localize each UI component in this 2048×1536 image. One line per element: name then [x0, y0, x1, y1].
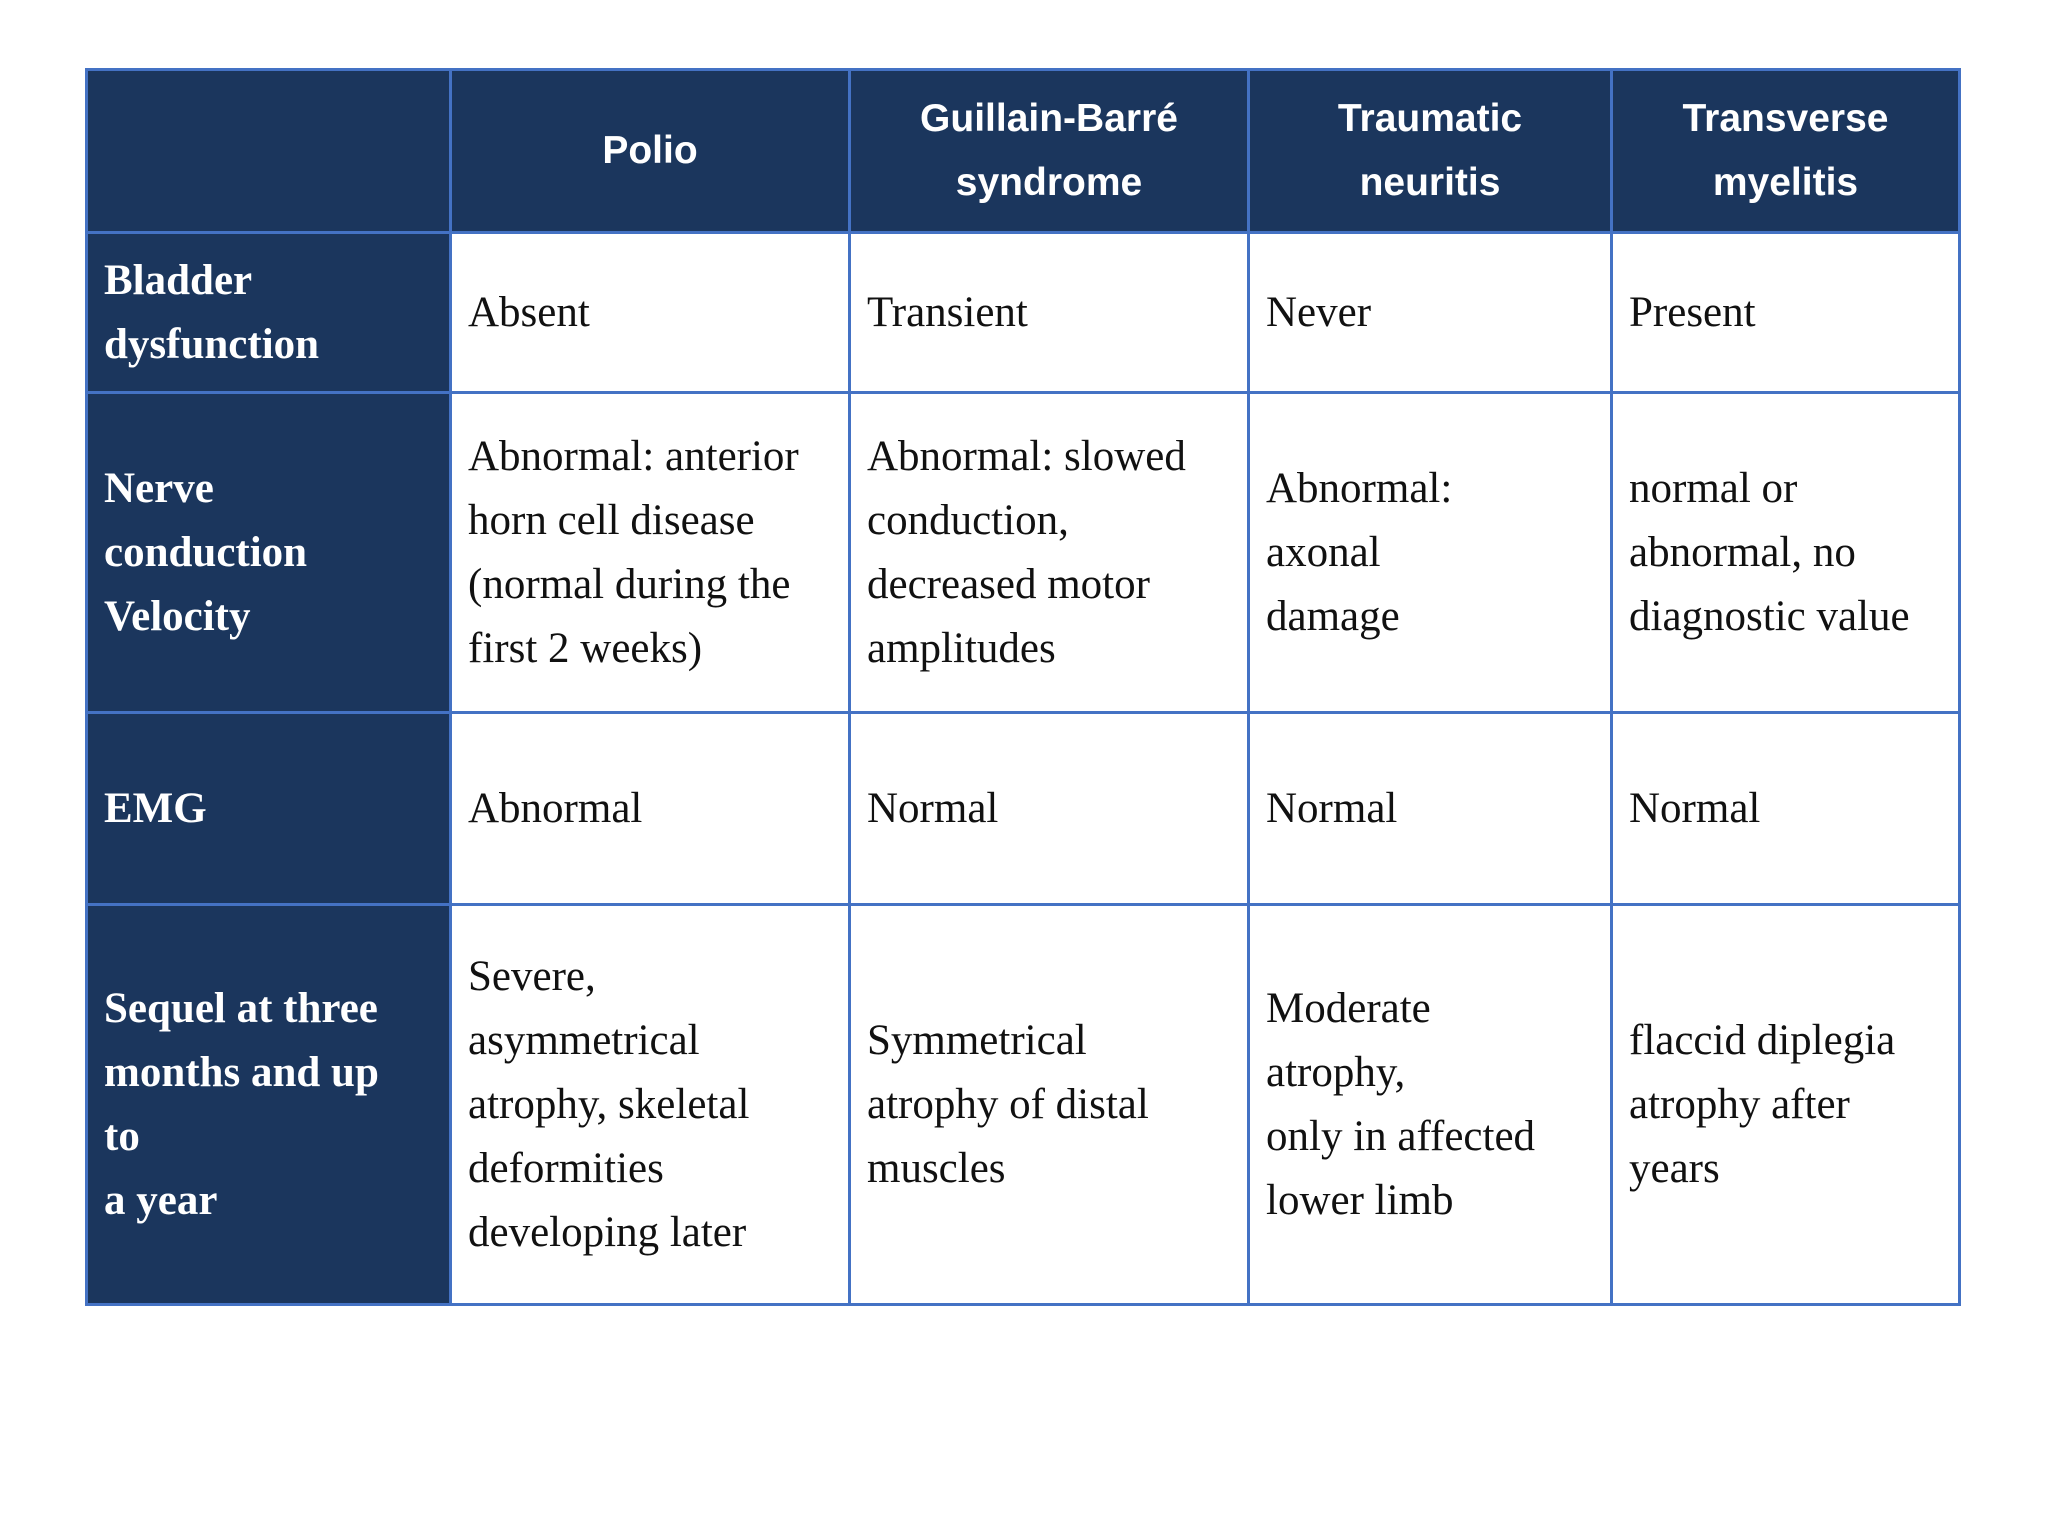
row-nerve-conduction-velocity: [87, 393, 1960, 713]
table-cell: Present: [1612, 233, 1960, 393]
table-cell: Symmetrical atrophy of distal muscles: [850, 905, 1249, 1305]
table-cell: Normal: [1249, 713, 1612, 905]
table-cell: Never: [1249, 233, 1612, 393]
comparison-table: [85, 68, 1961, 1306]
table-cell: normal or abnormal, no diagnostic value: [1612, 393, 1960, 713]
table-cell: Normal: [850, 713, 1249, 905]
header-corner-cell: [87, 70, 451, 233]
table-cell: flaccid diplegia atrophy after years: [1612, 905, 1960, 1305]
header-traumatic-neuritis: Traumatic neuritis: [1249, 70, 1612, 233]
row-bladder-dysfunction: [87, 233, 1960, 393]
table-cell: Moderate atrophy, only in affected lower limb: [1249, 905, 1612, 1305]
table-cell: Normal: [1612, 713, 1960, 905]
header-row: [87, 70, 1960, 233]
comparison-table-container: [85, 68, 1958, 1306]
table-cell: Transient: [850, 233, 1249, 393]
header-guillain-barre: Guillain-Barré syndrome: [850, 70, 1249, 233]
row-label: Bladder dysfunction: [87, 233, 451, 393]
table-cell: Severe, asymmetrical atrophy, skeletal deformities developing later: [451, 905, 850, 1305]
table-cell: Abnormal: [451, 713, 850, 905]
table-cell: Abnormal: anterior horn cell disease (normal during the first 2 weeks): [451, 393, 850, 713]
row-sequel: [87, 905, 1960, 1305]
row-label: Sequel at three months and up to a year: [87, 905, 451, 1305]
row-label: EMG: [87, 713, 451, 905]
row-label: Nerve conduction Velocity: [87, 393, 451, 713]
table-cell: Abnormal: axonal damage: [1249, 393, 1612, 713]
table-cell: Absent: [451, 233, 850, 393]
header-polio: Polio: [451, 70, 850, 233]
header-transverse-myelitis: Transverse myelitis: [1612, 70, 1960, 233]
row-emg: [87, 713, 1960, 905]
table-cell: Abnormal: slowed conduction, decreased motor amplitudes: [850, 393, 1249, 713]
